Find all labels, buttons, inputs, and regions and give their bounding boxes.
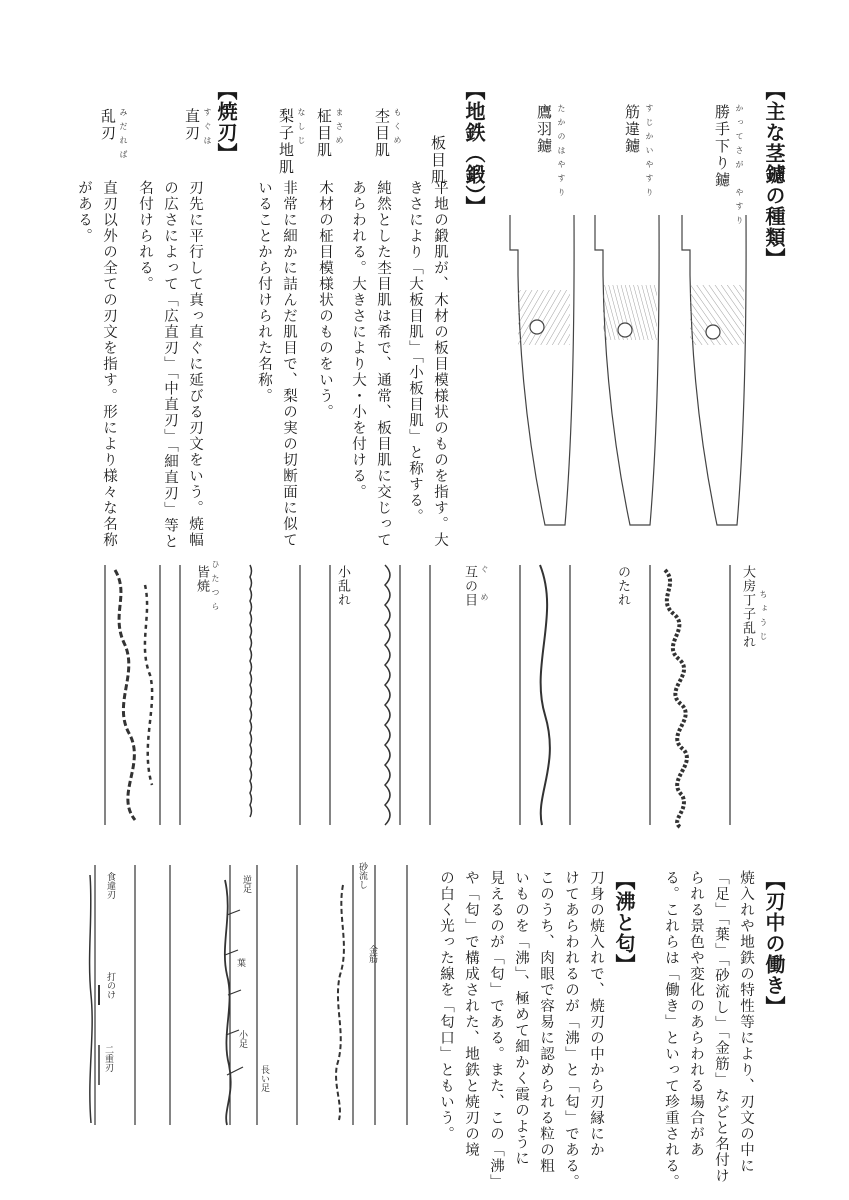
work-label-koashi: 小足 — [237, 1030, 247, 1048]
hamon-illustrations — [90, 555, 760, 840]
nie-text-4: いものを「沸」、極めて細かく霞のように — [513, 870, 529, 1167]
nakago-type-takanoha: 鷹羽鑢 — [535, 104, 553, 155]
yakiba-text-midare-2: がある。 — [76, 180, 92, 244]
hataraki-illustrations — [75, 855, 415, 1135]
jigane-text-itame-2: きさにより「大板目肌」「小板目肌」と称する。 — [407, 180, 423, 525]
tang-sujikai — [595, 215, 659, 525]
tang-takanoha — [510, 215, 574, 525]
hataraki-text-4: る。これらは「働き」といって珍重される。 — [663, 870, 679, 1190]
hataraki-text-3: られる景色や変化のあらわれる場合があ — [688, 870, 704, 1158]
jigane-term-nashiji: 梨子地肌 — [277, 108, 295, 176]
yakiba-text-sugu-2: の広さによって「広直刃」「中直刃」「細直刃」等と — [162, 180, 178, 550]
nakago-illustrations — [500, 205, 770, 535]
hataraki-text-2: 「足」「葉」「砂流し」「金筋」などと名付け — [713, 870, 729, 1185]
hamon-label-gunome: 互の目 — [462, 565, 477, 607]
yakiba-text-sugu-1: 刃先に平行して真っ直ぐに延びる刃文をいう。焼幅 — [187, 180, 203, 548]
hamon-ruby-gunome: ぐ め — [480, 565, 489, 607]
nie-text-5: 見えるのが「匂」である。また、この「沸」 — [488, 870, 504, 1190]
yakiba-ruby-midare: みだれば — [119, 108, 128, 164]
jigane-ruby-masame: まさめ — [335, 108, 344, 150]
hamon-ruby-choji: ちょうじ — [759, 590, 768, 646]
hamon-label-hitatsura: 皆焼 — [194, 565, 209, 593]
nie-text-6: や「匂」で構成された、地鉄と焼刃の境 — [463, 870, 479, 1158]
yakiba-term-sugu: 直刃 — [183, 108, 201, 142]
jigane-text-itame-1: 平地の鍛肌が、木材の板目模様状のものを指す。大 — [432, 180, 448, 548]
nakago-header: 【主な茎鑢の種類】 — [762, 80, 786, 269]
work-label-kinsuji: 金筋 — [367, 945, 377, 963]
nakago-type-ruby: すじかいやすり — [645, 104, 654, 202]
nakago-type-katte: 勝手下り鑢 — [713, 104, 731, 189]
jigane-term-masame: 柾目肌 — [315, 108, 333, 159]
tang-katte — [682, 215, 746, 525]
hamon-label-notare: のたれ — [615, 565, 630, 607]
work-label-uchinoke: 打のけ — [105, 972, 115, 999]
jigane-header: 【地鉄（鍛）】 — [462, 80, 486, 217]
work-label-sakaashi: 逆足 — [241, 875, 251, 893]
yakiba-header: 【焼刃】 — [214, 80, 238, 164]
jigane-text-nashiji-1: 非常に細かに詰んだ肌目で、梨の実の切断面に似て — [281, 180, 297, 548]
hataraki-text-1: 焼入れや地鉄の特性等により、刃文の中に — [738, 870, 754, 1174]
nakago-type-sujikai: 筋違鑢 — [623, 104, 641, 155]
nie-text-2: けてあらわれるのが「沸」と「匂」である。 — [563, 870, 579, 1190]
jigane-text-mokume-1: 純然とした杢目肌は希で、通常、板目肌に交じって — [375, 180, 391, 548]
jigane-ruby-nashiji: なしじ — [297, 108, 306, 150]
jigane-text-nashiji-2: いることから付けられた名称。 — [256, 180, 272, 404]
work-label-nijuba: 二重刃 — [103, 1045, 113, 1072]
nakago-type-ruby: たかのはやすり — [557, 104, 566, 202]
jigane-term-itame: 板目肌 — [429, 135, 447, 186]
nie-header: 【沸と匂】 — [612, 870, 636, 975]
jigane-text-masame: 木材の柾目模様状のものをいう。 — [317, 180, 333, 420]
work-label-sunagashi: 砂流し — [357, 862, 367, 889]
yakiba-text-sugu-3: 名付けられる。 — [137, 180, 153, 292]
hamon-label-komidare: 小乱れ — [335, 565, 350, 607]
hamon-ruby-hitatsura: ひたつら — [211, 560, 220, 616]
yakiba-ruby-sugu: すぐは — [203, 108, 212, 150]
work-label-kuichigaiba: 食違刃 — [105, 872, 115, 899]
yakiba-term-midare: 乱刃 — [99, 108, 117, 142]
nie-text-3: このうち、肉眼で容易に認められる粒の粗 — [538, 870, 554, 1174]
work-label-you: 葉 — [235, 958, 245, 967]
work-label-nagaiashi: 長い足 — [259, 1065, 269, 1092]
nie-text-1: 刀身の焼入れで、焼刃の中から刃縁にか — [588, 870, 604, 1158]
jigane-term-mokume: 杢目肌 — [373, 108, 391, 159]
jigane-ruby-mokume: もくめ — [393, 108, 402, 150]
hataraki-header: 【刃中の働き】 — [762, 870, 786, 1017]
jigane-text-mokume-2: あらわれる。大きさにより大・小を付ける。 — [350, 180, 366, 500]
hamon-label-choji: 大房丁子乱れ — [740, 565, 755, 649]
nie-text-7: の白く光った線を「匂口」ともいう。 — [438, 870, 454, 1142]
nakago-type-ruby: かってさが やすり — [735, 104, 744, 230]
yakiba-text-midare-1: 直刃以外の全ての刃文を指す。形により様々な名称 — [101, 180, 117, 548]
